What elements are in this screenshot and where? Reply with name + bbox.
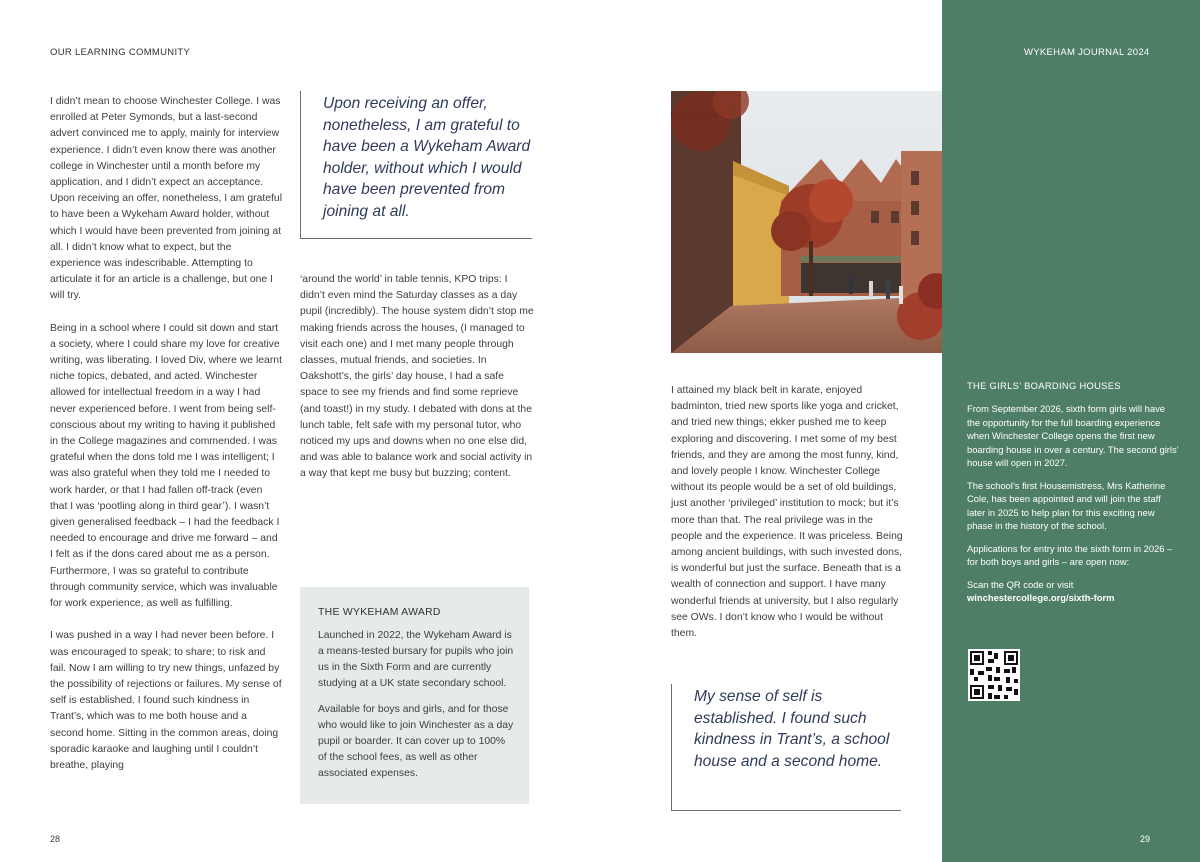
sidebar-paragraph: From September 2026, sixth form girls will have the opportunity for the full boarding experience when Winchester College opens the first new boarding house in over a century. The second girls’ house will open in 2027. — [967, 403, 1179, 468]
page-number-left: 28 — [50, 834, 61, 844]
page-number-right: 29 — [1140, 834, 1151, 844]
paragraph: ‘around the world’ in table tennis, KPO trips: I didn’t even mind the Saturday classes as a day pupil (incredibly). The house system didn’t stop me making friends across the houses, (I managed to visit each one) and I met many people through classes, mutual friends, and societies. In Oakshott’s, the girls’ day house, I had a safe space to see my friends and find some reprieve (and toast!) in my study. I debated with dons at the lunch table, felt safe with my personal tutor, who noticed my ups and downs when no one else did, and was able to balance work and social activity in a way that kept me busy but buzzing; content. — [300, 274, 534, 480]
qr-code-icon[interactable] — [968, 649, 1020, 701]
award-title: THE WYKEHAM AWARD — [318, 607, 441, 618]
sixth-form-link[interactable]: winchestercollege.org/sixth-form — [967, 592, 1115, 603]
journal-header: WYKEHAM JOURNAL 2024 — [1024, 47, 1150, 58]
pull-quote-text: My sense of self is established. I found such kindness in Trant’s, a school house and a second home. — [694, 688, 890, 770]
girls-boarding-house-photo — [671, 91, 942, 353]
sidebar-paragraph: The school’s first Housemistress, Mrs Katherine Cole, has been appointed and will join the staff later in 2025 to help plan for this exciting new phase in the history of the school. — [967, 479, 1166, 531]
sidebar-title: THE GIRLS’ BOARDING HOUSES — [967, 380, 1121, 391]
award-paragraph: Available for boys and girls, and for those who would like to join Winchester as a day pupil or boarder. It can cover up to 100% of the school fees, as well as other associated expenses. — [318, 704, 514, 779]
article-column-2 — [300, 272, 534, 499]
section-header: OUR LEARNING COMMUNITY — [50, 47, 191, 58]
pull-quote-top — [300, 91, 532, 239]
award-paragraph: Launched in 2022, the Wykeham Award is a means-tested bursary for pupils who join us in the Sixth Form and are currently studying at a UK state secondary school. — [318, 630, 514, 689]
paragraph: I was pushed in a way I had never been before. I was encouraged to speak; to share; to risk and fail. Now I am willing to try new things, unfazed by the possibility of rejections or failures. My sense of self is established. I found such kindness in Trant’s, which was to me both house and a second home. Sitting in the common areas, doing sporadic karaoke and laughing until I couldn’t breathe, playing — [50, 630, 282, 771]
sidebar-cta-text: Scan the QR code or visit — [967, 578, 1074, 590]
girls-boarding-houses-panel — [967, 380, 1179, 614]
paragraph: I didn’t mean to choose Winchester College. I was enrolled at Peter Symonds, but a last-second advert convinced me to apply, mainly for interview experience. I didn’t even know there was another college in Winchester until a month before my application, and I didn’t expect an acceptance. Upon receiving an offer, nonetheless, I am grateful to have been a Wykeham Award holder, without which I would have been prevented from joining at all. I didn’t know what to expect, but the experience was indescribable. Attempting to articulate it for an article is a challenge, but one I will try. — [50, 96, 283, 302]
pull-quote-text: Upon receiving an offer, nonetheless, I am grateful to have been a Wykeham Award holder, without which I would have been prevented from joining at all. — [323, 95, 531, 220]
pull-quote-bottom — [671, 684, 901, 811]
paragraph: Being in a school where I could sit down and start a society, where I could share my love for creative writing, was liberating. I loved Div, where we learnt niche topics, debated, and acted. Winchester allowed for intellectual freedom in a way I had never experienced before. I went from being self-conscious about my writing to having it published in the College magazines and commended. I was grateful when the dons told me I was intelligent; I was also grateful when they told me I needed to work harder, or that I had fallen off-track (even that I was ‘pootling along in third gear’). I wasn’t given generalised feedback – I had the feedback I needed to encourage and drive me forward – and I felt as if the dons cared about me as a person. Furthermore, I was so grateful to contribute through community service, which was invaluable for work experience, as well as fulfilling. — [50, 322, 282, 610]
sidebar-cta — [967, 578, 1179, 605]
article-column-3 — [671, 383, 907, 658]
sidebar-paragraph: Applications for entry into the sixth form in 2026 – for both boys and girls – are open now: — [967, 542, 1173, 567]
paragraph: I attained my black belt in karate, enjoyed badminton, tried new sports like yoga and cricket, and tried new things; ekker pushed me to keep exploring and discovering. I met some of my best friends, and they are among the most funny, kind, and lovely people I know. Winchester College without its people would be a set of old buildings, just another ‘privileged’ institution to mock; but it’s more than that. The real privilege was in the people and the experience. It was priceless. Being among ancient buildings, with such invested dons, is wonderful but just the surface. Beneath that is a wealth of connection and support. I have many wonderful friends at university, but I also regularly see OWs. I don’t know who I would be without them. — [671, 385, 903, 640]
wykeham-award-box — [300, 587, 529, 804]
article-column-1 — [50, 94, 282, 790]
